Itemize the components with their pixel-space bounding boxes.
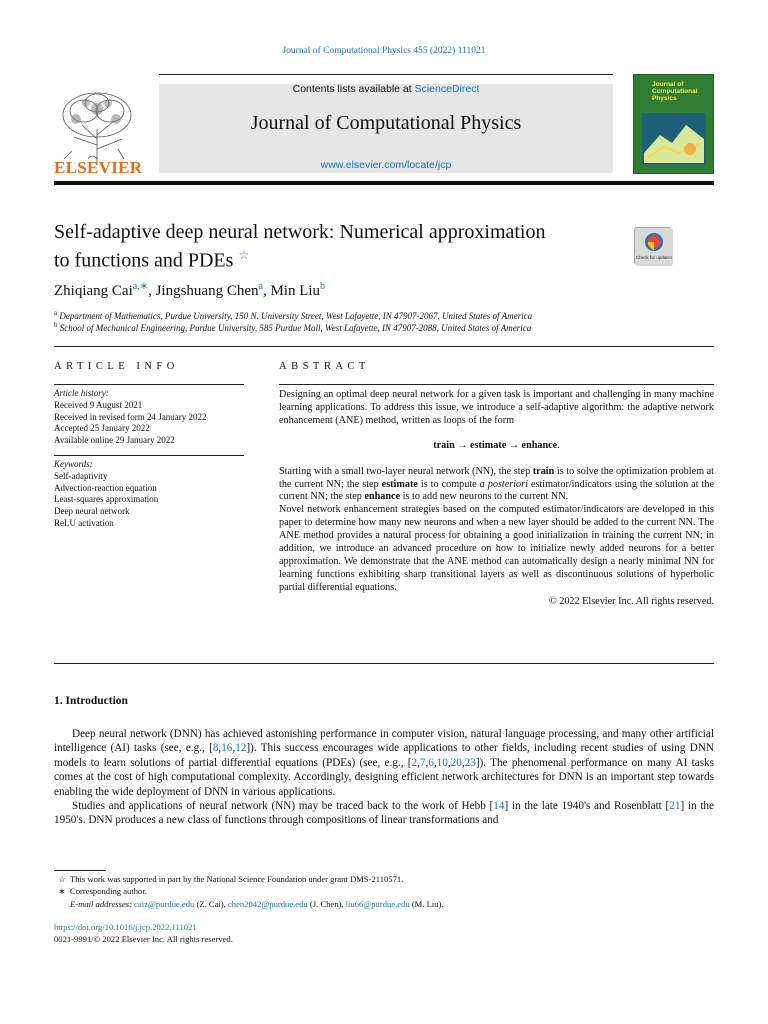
article-info-heading: ARTICLE INFO [54,361,179,372]
cover-title [652,81,698,102]
abstract-body [279,389,714,609]
keyword-item: Self-adaptivity [54,470,108,481]
sciencedirect-link[interactable]: ScienceDirect [414,83,480,95]
footnote-text: This work was supported in part by the National Science Foundation under grant DMS-2110571. [70,874,404,884]
abstract-heading: ABSTRACT [279,361,370,372]
article-title-line-2-text: to functions and PDEs [54,249,234,272]
affiliation-label: a [54,309,58,317]
body-text: Studies and applications of neural network (NN) may be traced back to the work of Hebb [ [72,800,494,813]
citation-link[interactable]: 16 [221,742,233,755]
footnote-rule [54,870,106,871]
body-text: ] in the 1950's. DNN produces a new class of functions through compositions of linear transformations and [54,800,714,827]
body-text: ] in the late 1940's and Rosenblatt [ [504,800,670,813]
crossmark-icon [635,228,673,266]
footnote-mark: ☆ [58,874,66,884]
email-owner: (Z. Cai), [194,899,228,909]
abstract-paragraph [279,466,714,505]
citation-link[interactable]: 23 [464,756,476,769]
email-label: E-mail addresses: [70,899,132,909]
contents-line [159,83,613,95]
article-info-rule [54,384,244,385]
abstract-text: is to add new neurons to the current NN. [400,491,569,503]
citation-link[interactable]: 6 [428,756,434,769]
body-paragraph [54,799,714,828]
email-link[interactable]: liu66@purdue.edu [345,899,410,909]
affiliation-text: School of Mechanical Engineering, Purdue University, 585 Purdue Mall, West Lafayette, IN 47907-2088, United States of America [59,323,532,333]
formula-period: . [557,439,560,451]
citation-link[interactable]: 20 [450,756,462,769]
body-text: ]). This success encourages wide applications to other fields, including recent studies of using DNN models to learn solutions of partial differential equations (PDEs) (see, e.g., [ [54,742,714,769]
abstract-text: Starting with a small two-layer neural network (NN), the step [279,465,533,477]
cover-title-line: Computational [652,88,698,95]
article-history [54,388,254,447]
article-title [54,221,619,273]
abstract-paragraph: Novel network enhancement strategies based on the computed estimator/indicators are developed in this paper to determine how many new neurons and when a new layer should be added to the current NN. The ANE method provides a natural process for obtaining a good initialization in training the current NN; in addition, we introduce an advanced procedure on how to initialize newly added neurons for a better approximation. We demonstrate that the ANE method can automatically design a nearly minimal NN for learning functions exhibiting sharp transitional layers as well as discontinuous solutions of hyperbolic partial differential equations. [279,504,714,593]
author-affiliation-sup[interactable]: a,∗ [132,281,149,292]
abstract-text: is to compute [417,478,480,490]
footnote-mark: ∗ [58,886,66,896]
citation-link[interactable]: 7 [419,756,426,769]
keyword-item: Least-squares approximation [54,494,159,505]
citation-link[interactable]: 8 [212,742,219,755]
cover-graphic [642,113,706,165]
abstract-rule [279,384,714,385]
author-list: Zhiqiang Cai$^{a,∗}$, Jingshuang Chen$^a$, Min Liu$^b$ [54,281,326,299]
introduction-heading: 1. Introduction [54,695,128,707]
formula-train: train [433,439,455,451]
header-rule [159,74,613,75]
email-owner: (M. Liu). [409,899,444,909]
formula-estimate: estimate [470,439,507,451]
abstract-bold-term: train [532,465,555,477]
keyword-item: Advection-reaction equation [54,482,157,493]
journal-url-link[interactable]: www.elsevier.com/locate/jcp [320,159,452,171]
history-label: Article history: [54,388,109,398]
footnote-text: Corresponding author. [70,886,147,896]
citation-link[interactable]: 14 [493,800,505,813]
journal-title: Journal of Computational Physics [250,112,522,134]
keywords-label: Keywords: [54,459,93,469]
article-title-line-2 [54,244,619,273]
section-rule [54,346,714,347]
abstract-text: estimator/indicators using the solution at the current NN; the step [279,478,714,503]
abstract-bold-term: enhance [364,491,401,503]
email-link[interactable]: caiz@purdue.edu [134,899,195,909]
cover-title-line: Journal of [652,81,684,88]
issn-copyright: 0021-9991/© 2022 Elsevier Inc. All rights reserved. [54,934,233,944]
history-item: Received 9 August 2021 [54,399,143,410]
history-item: Received in revised form 24 January 2022 [54,411,207,422]
email-owner: (J. Chen), [307,899,346,909]
affiliation-label: b [54,321,58,329]
history-item: Available online 29 January 2022 [54,435,175,446]
keywords-list [54,459,254,530]
formula-enhance: enhance [521,439,558,451]
formula-arrow: → [457,439,468,451]
email-link[interactable]: chen2042@purdue.edu [227,899,308,909]
author-affiliation-sup[interactable]: b [320,281,326,292]
body-paragraph: Deep neural network (DNN) has achieved astonishing performance in computer vision, natural language processing, and many other artificial intelligence (AI) tasks (see, e.g., [8,16,12]). This success encourages wide applications to other fields, including recent studies of using DNN models to learn solutions of partial differential equations (PDEs) (see, e.g., [2,7,6,10,20,23]). The phenomenal performance on many AI tasks comes at the cost of high computational complexity. Accordingly, designing efficient network architectures for DNN is an important step towards enabling the wide deployment of DNN in various applications. [54,728,714,798]
ane-loop-formula [279,440,714,453]
abstract-italic-term: a posteriori [479,478,528,490]
footnote-corresponding [54,886,714,897]
author-affiliation-sup[interactable]: a [258,281,263,292]
header-bottom-rule [54,181,714,185]
body-text: Deep neural network (DNN) has achieved astonishing performance in computer vision, natural language processing, and many other artificial intelligence (AI) tasks (see, e.g., [ [54,728,714,755]
doi-link[interactable]: https://doi.org/10.1016/j.jcp.2022.111021 [54,922,197,932]
introduction-body [54,727,714,828]
affiliation-b [54,321,531,333]
citation-link[interactable]: 2 [411,756,418,769]
title-footnote-star-link[interactable]: ☆ [238,248,250,262]
citation-link[interactable]: 21 [669,800,681,813]
author-name: Min Liu [270,283,321,299]
citation-link[interactable]: 12 [235,742,247,755]
footnote-funding [54,874,714,885]
keyword-item: ReLU activation [54,517,114,528]
citation-link[interactable]: 10 [436,756,448,769]
check-for-updates-button[interactable] [634,227,672,265]
affiliation-text: Department of Mathematics, Purdue University, 150 N. University Street, West Lafayette, IN 47907-2067, United States of America [59,311,533,321]
abstract-text: is to solve the optimization problem at the current NN; the step [279,465,714,490]
cover-title-line: Physics [652,95,677,102]
body-text: ]). The phenomenal performance on many AI tasks comes at the cost of high computational complexity. Accordingly, designing efficient network architectures for DNN is an important step towards enabling the wide deployment of DNN in various applications. [54,756,714,798]
journal-citation-link[interactable]: Journal of Computational Physics 455 (2022) 111021 [282,46,486,56]
keywords-rule [54,455,244,456]
crossmark-caption: Check for updates [635,255,673,260]
abstract-copyright: © 2022 Elsevier Inc. All rights reserved. [548,595,714,607]
formula-arrow: → [508,439,519,451]
author-name: Zhiqiang Cai [54,283,133,299]
abstract-bold-term: estimate [381,478,418,490]
history-item: Accepted 25 January 2022 [54,423,150,434]
section-rule [54,663,714,664]
author-name: Jingshuang Chen [155,283,259,299]
elsevier-wordmark: ELSEVIER [54,158,143,177]
keyword-item: Deep neural network [54,506,130,517]
affiliation-a [54,309,532,321]
article-title-line-1: Self-adaptive deep neural network: Numerical approximation [54,221,546,243]
journal-cover-image[interactable] [633,74,714,174]
contents-prefix: Contents lists available at [292,83,415,95]
abstract-paragraph: Designing an optimal deep neural network for a given task is important and challenging in many machine learning applications. To address this issue, we introduce a self-adaptive algorithm: the adaptive network enhancement (ANE) method, written as loops of the form [279,389,714,426]
footnote-emails [54,899,714,909]
